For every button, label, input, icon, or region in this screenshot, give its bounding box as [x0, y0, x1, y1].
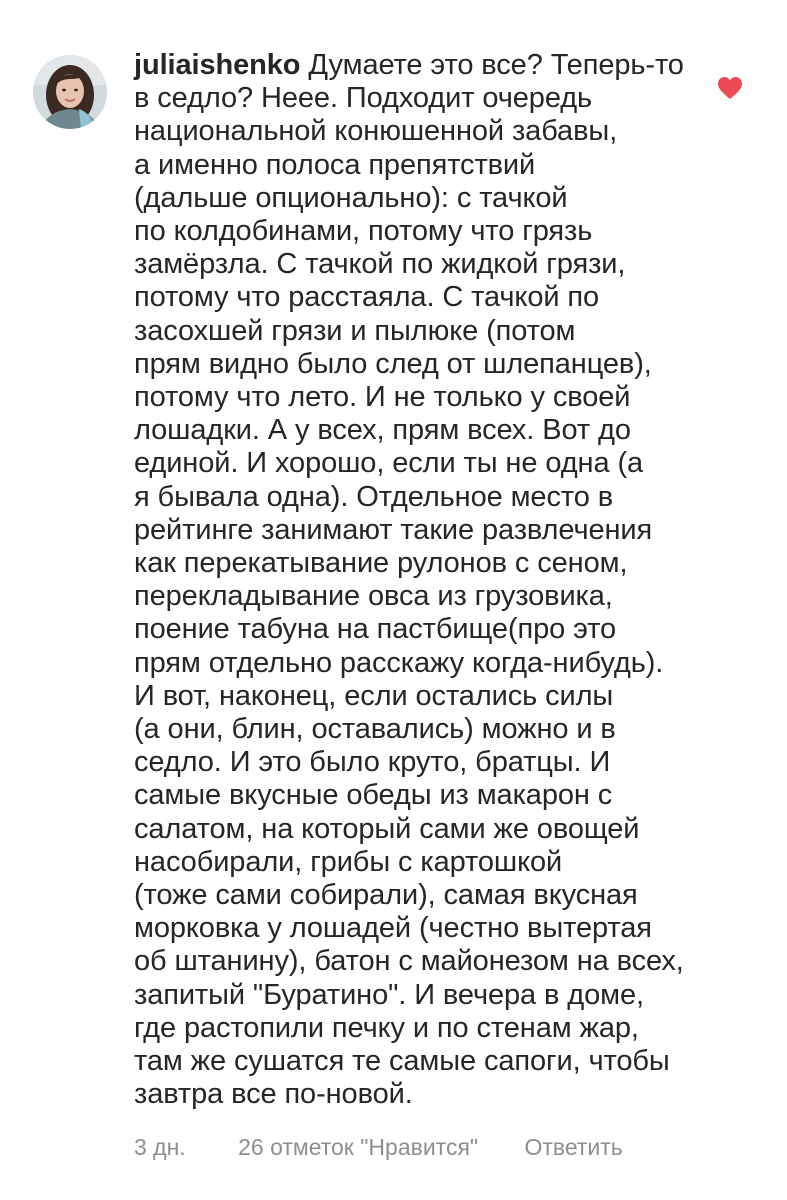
comment-text-line: засохшей грязи и пылюке (потом — [134, 314, 576, 347]
comment-text-line: (тоже сами собирали), самая вкусная — [134, 879, 638, 912]
username-link[interactable]: juliaishenko — [134, 49, 301, 81]
comment-text-line: седло. И это было круто, братцы. И — [134, 746, 611, 779]
comment-text-line: замёрзла. С тачкой по жидкой грязи, — [134, 248, 626, 281]
comment-text-line: салатом, на который сами же овощей — [134, 812, 640, 845]
comment-text-line: прям видно было след от шлепанцев), — [134, 347, 652, 380]
avatar[interactable] — [33, 55, 107, 129]
comment-text-line: национальной конюшенной забавы, — [134, 115, 618, 148]
comment-text-line: об штанину), батон с майонезом на всех, — [134, 945, 684, 978]
comment-meta — [134, 1134, 623, 1161]
comment-text-line: рейтинге занимают такие развлечения — [134, 513, 653, 546]
comment-text-line: И вот, наконец, если остались силы — [134, 679, 614, 712]
comment-text-line: где растопили печку и по стенам жар, — [134, 1011, 639, 1044]
comment-text-line: в седло? Неее. Подходит очередь — [134, 82, 593, 115]
comment-text-line: как перекатывание рулонов с сеном, — [134, 547, 628, 580]
comment-text-line: единой. И хорошо, если ты не одна (а — [134, 447, 644, 480]
comment-text-line: прям отдельно расскажу когда-нибудь). — [134, 646, 664, 679]
likes-count-link[interactable]: 26 отметок "Нравится" — [238, 1134, 479, 1160]
comment-text-line: (а они, блин, оставались) можно и в — [134, 713, 616, 746]
comment-text-line: самые вкусные обеды из макарон с — [134, 779, 613, 812]
comment-text-line: потому что расстаяла. С тачкой по — [134, 281, 600, 314]
heart-icon — [717, 76, 743, 100]
comment-first-line — [134, 49, 694, 82]
comment-text-line: завтра все по-новой. — [134, 1078, 413, 1111]
comment-text-line: насобирали, грибы с картошкой — [134, 845, 563, 878]
comment-text-line: перекладывание овса из грузовика, — [134, 580, 613, 613]
comment-text-line: потому что лето. И не только у своей — [134, 381, 631, 414]
comment-text-line: Думаете это все? Теперь-то — [308, 49, 684, 81]
comment-time: 3 дн. — [134, 1134, 186, 1160]
comment-text-line: морковка у лошадей (честно вытертая — [134, 912, 652, 945]
reply-button[interactable]: Ответить — [524, 1134, 623, 1160]
comment-text-line: а именно полоса препятствий — [134, 148, 536, 181]
avatar-image — [33, 55, 107, 129]
comment-body — [134, 49, 694, 1112]
comment-text-line: по колдобинами, потому что грязь — [134, 215, 593, 248]
comment-text-line: там же сушатся те самые сапоги, чтобы — [134, 1045, 670, 1078]
comment-text-line: (дальше опционально): с тачкой — [134, 181, 568, 214]
like-button[interactable] — [717, 76, 743, 100]
comment-text-line: я бывала одна). Отдельное место в — [134, 480, 613, 513]
comment-text-line: лошадки. А у всех, прям всех. Вот до — [134, 414, 631, 447]
comment-text-line: запитый "Буратино". И вечера в доме, — [134, 978, 644, 1011]
comment-text-line: поение табуна на пастбище(про это — [134, 613, 617, 646]
